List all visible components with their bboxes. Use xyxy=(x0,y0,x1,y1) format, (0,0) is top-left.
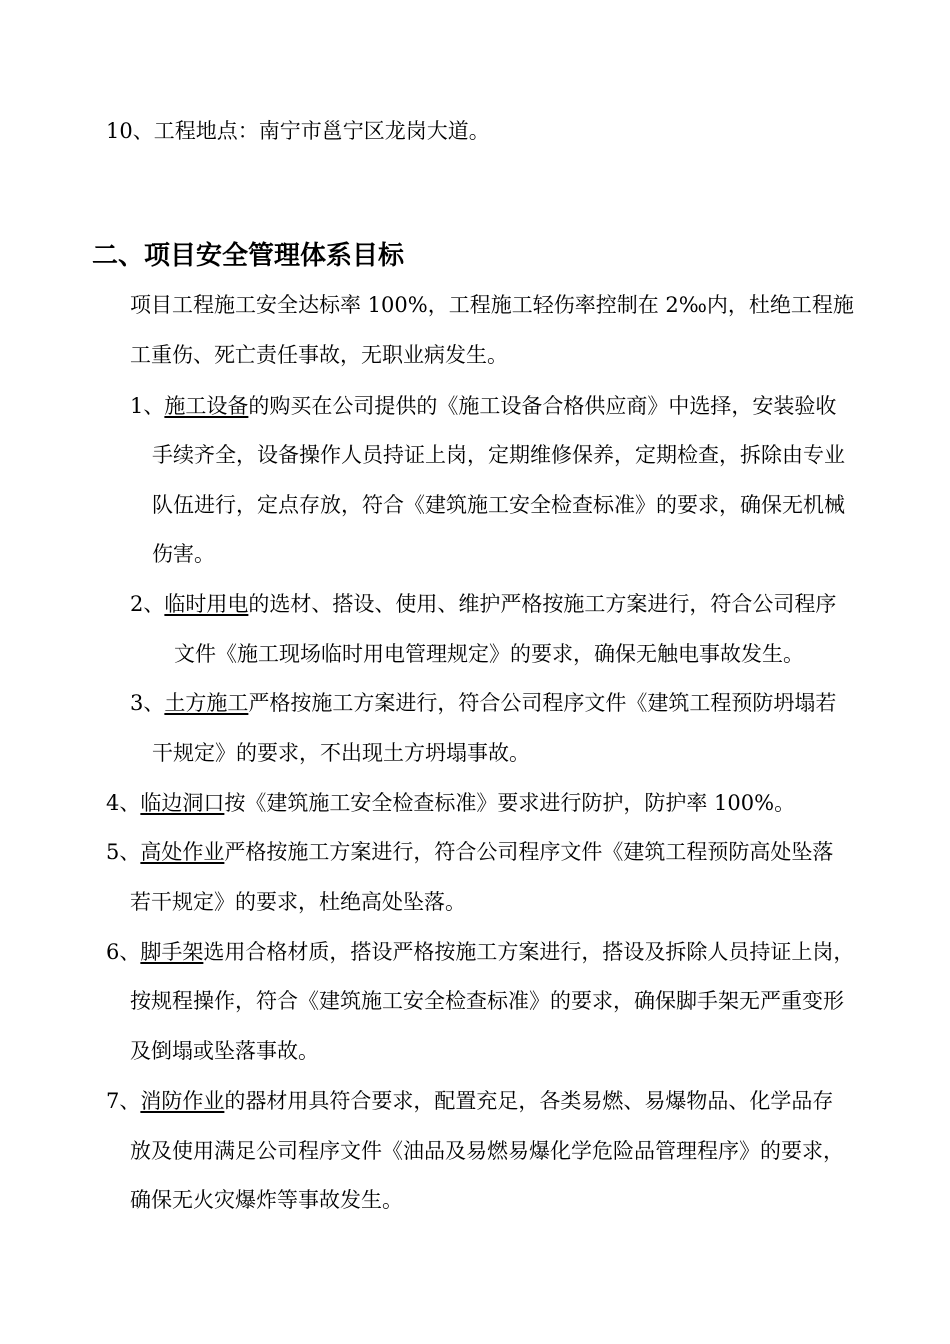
item-7-term: 消防作业 xyxy=(140,1089,225,1113)
item-1-line-3: 队伍进行，定点存放，符合《建筑施工安全检查标准》的要求，确保无机械 xyxy=(152,493,845,517)
item-1-line-4: 伤害。 xyxy=(152,542,215,566)
item-2-number: 2、 xyxy=(130,592,165,616)
item-7-number: 7、 xyxy=(106,1089,141,1113)
item-1-line-1 xyxy=(130,392,836,420)
item-1-term: 施工设备 xyxy=(164,394,249,418)
item-7-text: 的器材用具符合要求，配置充足，各类易燃、易爆物品、化学品存 xyxy=(224,1089,834,1113)
item-5-text: 严格按施工方案进行，符合公司程序文件《建筑工程预防高处坠落 xyxy=(224,840,834,864)
item-3-number: 3、 xyxy=(130,691,165,715)
intro-line-1: 项目工程施工安全达标率 100%，工程施工轻伤率控制在 2‰内，杜绝工程施 xyxy=(130,293,854,317)
item-1-number: 1、 xyxy=(130,394,165,418)
intro-line-2: 工重伤、死亡责任事故，无职业病发生。 xyxy=(130,343,508,367)
item-4-term: 临边洞口 xyxy=(140,791,225,815)
item-7-line-1 xyxy=(106,1087,833,1115)
item-6-line-2: 按规程操作，符合《建筑施工安全检查标准》的要求，确保脚手架无严重变形 xyxy=(130,989,844,1013)
item-7-line-2: 放及使用满足公司程序文件《油品及易燃易爆化学危险品管理程序》的要求， xyxy=(130,1139,844,1163)
item-10-line: 10、工程地点：南宁市邕宁区龙岗大道。 xyxy=(106,119,490,143)
item-2-text: 的选材、搭设、使用、维护严格按施工方案进行，符合公司程序 xyxy=(248,592,837,616)
item-6-line-3: 及倒塌或坠落事故。 xyxy=(130,1039,319,1063)
section-heading: 二、项目安全管理体系目标 xyxy=(92,241,405,271)
item-4-text: 按《建筑施工安全检查标准》要求进行防护，防护率 100%。 xyxy=(224,791,796,815)
item-4-line-1 xyxy=(106,789,795,817)
item-5-line-2: 若干规定》的要求，杜绝高处坠落。 xyxy=(130,890,466,914)
item-5-line-1 xyxy=(106,838,833,866)
item-2-term: 临时用电 xyxy=(164,592,249,616)
item-3-line-2: 干规定》的要求，不出现土方坍塌事故。 xyxy=(152,741,530,765)
item-3-term: 土方施工 xyxy=(164,691,249,715)
item-5-number: 5、 xyxy=(106,840,141,864)
item-6-term: 脚手架 xyxy=(140,940,204,964)
item-7-line-3: 确保无火灾爆炸等事故发生。 xyxy=(130,1188,403,1212)
item-6-line-1 xyxy=(106,938,854,966)
item-4-number: 4、 xyxy=(106,791,141,815)
item-1-text: 的购买在公司提供的《施工设备合格供应商》中选择，安装验收 xyxy=(248,394,837,418)
item-1-line-2: 手续齐全，设备操作人员持证上岗，定期维修保养，定期检查，拆除由专业 xyxy=(152,443,845,467)
item-2-line-1 xyxy=(130,590,836,618)
item-3-line-1 xyxy=(130,689,836,717)
item-5-term: 高处作业 xyxy=(140,840,225,864)
item-6-number: 6、 xyxy=(106,940,141,964)
item-3-text: 严格按施工方案进行，符合公司程序文件《建筑工程预防坍塌若 xyxy=(248,691,837,715)
item-2-line-2: 文件《施工现场临时用电管理规定》的要求，确保无触电事故发生。 xyxy=(174,642,804,666)
item-6-text: 选用合格材质，搭设严格按施工方案进行，搭设及拆除人员持证上岗， xyxy=(203,940,855,964)
